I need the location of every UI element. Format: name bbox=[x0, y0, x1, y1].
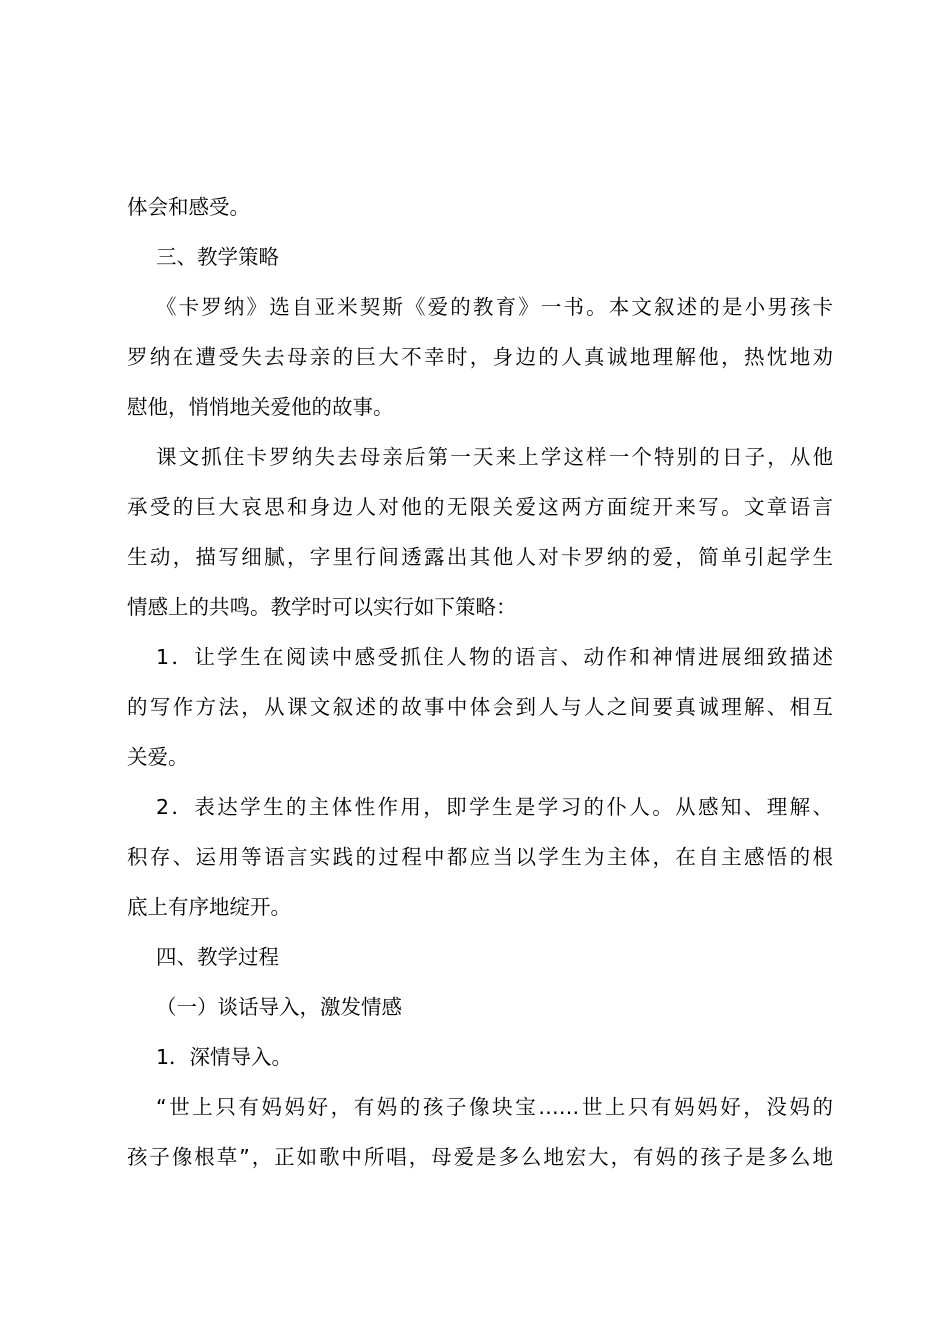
text-line: 关爱。 bbox=[127, 745, 189, 769]
text-line: 罗纳在遭受失去母亲的巨大不幸时，身边的人真诚地理解他，热忱地劝 bbox=[127, 345, 833, 369]
text-line: 课文抓住卡罗纳失去母亲后第一天来上学这样一个特别的日子，从他 bbox=[156, 445, 833, 469]
text-line: 慰他，悄悄地关爱他的故事。 bbox=[127, 395, 394, 419]
list-item: 2．表达学生的主体性作用，即学生是学习的仆人。从感知、理解、 bbox=[156, 795, 833, 819]
list-item: 1．让学生在阅读中感受抓住人物的语言、动作和神情进展细致描述 bbox=[156, 645, 833, 669]
text-line: 积存、运用等语言实践的过程中都应当以学生为主体，在自主感悟的根 bbox=[127, 845, 833, 869]
subsection-heading: （一）谈话导入，激发情感 bbox=[156, 995, 402, 1019]
text-line: 底上有序地绽开。 bbox=[127, 895, 291, 919]
text-line: 孩子像根草”，正如歌中所唱，母爱是多么地宏大，有妈的孩子是多么地 bbox=[127, 1145, 833, 1169]
text-line: 情感上的共鸣。教学时可以实行如下策略： bbox=[127, 595, 517, 619]
text-line: 体会和感受。 bbox=[127, 195, 250, 219]
section-heading: 三、教学策略 bbox=[156, 245, 279, 269]
text-line: 《卡罗纳》选自亚米契斯《爱的教育》一书。本文叙述的是小男孩卡 bbox=[156, 295, 833, 319]
list-item: 1．深情导入。 bbox=[156, 1045, 293, 1069]
text-line: “世上只有妈妈好，有妈的孩子像块宝……世上只有妈妈好，没妈的 bbox=[156, 1095, 833, 1119]
document-body bbox=[127, 182, 833, 1182]
text-line: 的写作方法，从课文叙述的故事中体会到人与人之间要真诚理解、相互 bbox=[127, 695, 833, 719]
text-line: 承受的巨大哀思和身边人对他的无限关爱这两方面绽开来写。文章语言 bbox=[127, 495, 833, 519]
text-line: 生动，描写细腻，字里行间透露出其他人对卡罗纳的爱，简单引起学生 bbox=[127, 545, 833, 569]
section-heading: 四、教学过程 bbox=[156, 945, 279, 969]
